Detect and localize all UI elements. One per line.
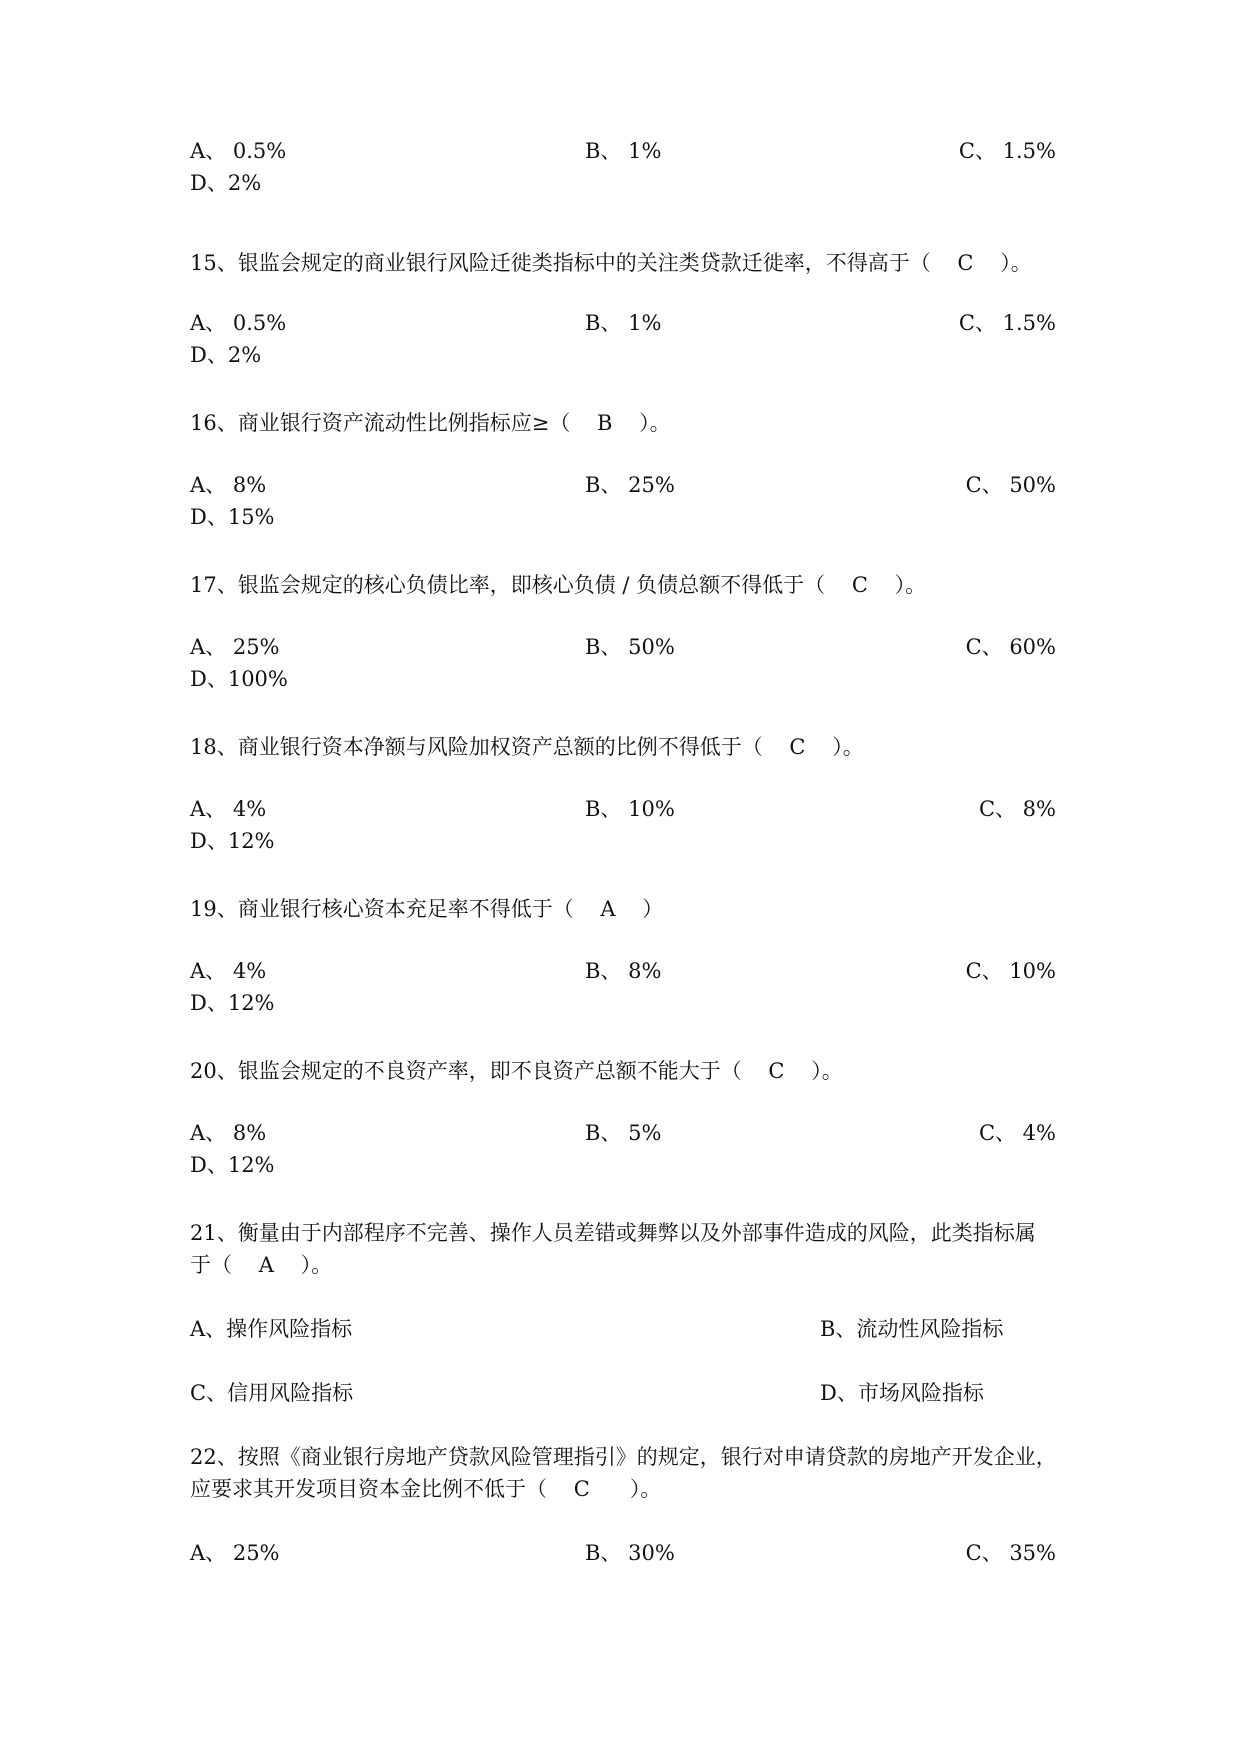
question-text: 15、银监会规定的商业银行风险迁徙类指标中的关注类贷款迁徙率，不得高于（ C ）。: [190, 251, 1032, 275]
question-text: 22、按照《商业银行房地产贷款风险管理指引》的规定，银行对申请贷款的房地产开发企业，: [190, 1445, 1057, 1469]
option-c: C、 4%: [978, 1121, 1056, 1145]
option-d: D、100%: [190, 667, 288, 691]
option-c: C、 60%: [965, 635, 1056, 659]
option-c: C、 35%: [965, 1541, 1056, 1565]
option-c: C、信用风险指标: [190, 1381, 354, 1405]
option-c: C、 8%: [978, 797, 1056, 821]
option-a: A、 25%: [190, 1541, 280, 1565]
option-d: D、15%: [190, 505, 275, 529]
option-a: A、 4%: [190, 797, 267, 821]
question-text: 18、商业银行资本净额与风险加权资产总额的比例不得低于（ C ）。: [190, 735, 864, 759]
option-c: C、 1.5%: [958, 139, 1056, 163]
option-a: A、 0.5%: [190, 311, 287, 335]
option-a: A、 8%: [190, 1121, 267, 1145]
option-b: B、 10%: [585, 797, 675, 821]
option-b: B、 50%: [585, 635, 675, 659]
option-c: C、 1.5%: [958, 311, 1056, 335]
option-b: B、 5%: [585, 1121, 662, 1145]
option-c: C、 10%: [965, 959, 1056, 983]
question-text: 17、银监会规定的核心负债比率，即核心负债 / 负债总额不得低于（ C ）。: [190, 573, 927, 597]
question-text-continued: 于（ A ）。: [190, 1253, 333, 1277]
question-text: 16、商业银行资产流动性比例指标应≥（ B ）。: [190, 411, 671, 435]
option-c: C、 50%: [965, 473, 1056, 497]
option-b: B、 8%: [585, 959, 662, 983]
question-text-continued: 应要求其开发项目资本金比例不低于（ C ）。: [190, 1477, 662, 1501]
option-d: D、2%: [190, 343, 262, 367]
option-d: D、市场风险指标: [820, 1381, 984, 1405]
option-d: D、2%: [190, 171, 262, 195]
question-text: 20、银监会规定的不良资产率，即不良资产总额不能大于（ C ）。: [190, 1059, 843, 1083]
option-d: D、12%: [190, 991, 275, 1015]
option-b: B、 1%: [585, 311, 662, 335]
option-a: A、操作风险指标: [190, 1317, 353, 1341]
option-a: A、 8%: [190, 473, 267, 497]
option-b: B、 30%: [585, 1541, 675, 1565]
option-b: B、流动性风险指标: [820, 1317, 1004, 1341]
option-d: D、12%: [190, 829, 275, 853]
question-text: 19、商业银行核心资本充足率不得低于（ A ）: [190, 897, 664, 921]
option-a: A、 25%: [190, 635, 280, 659]
option-a: A、 4%: [190, 959, 267, 983]
option-d: D、12%: [190, 1153, 275, 1177]
question-text: 21、衡量由于内部程序不完善、操作人员差错或舞弊以及外部事件造成的风险，此类指标属: [190, 1221, 1036, 1245]
option-b: B、 25%: [585, 473, 675, 497]
option-a: A、 0.5%: [190, 139, 287, 163]
option-b: B、 1%: [585, 139, 662, 163]
